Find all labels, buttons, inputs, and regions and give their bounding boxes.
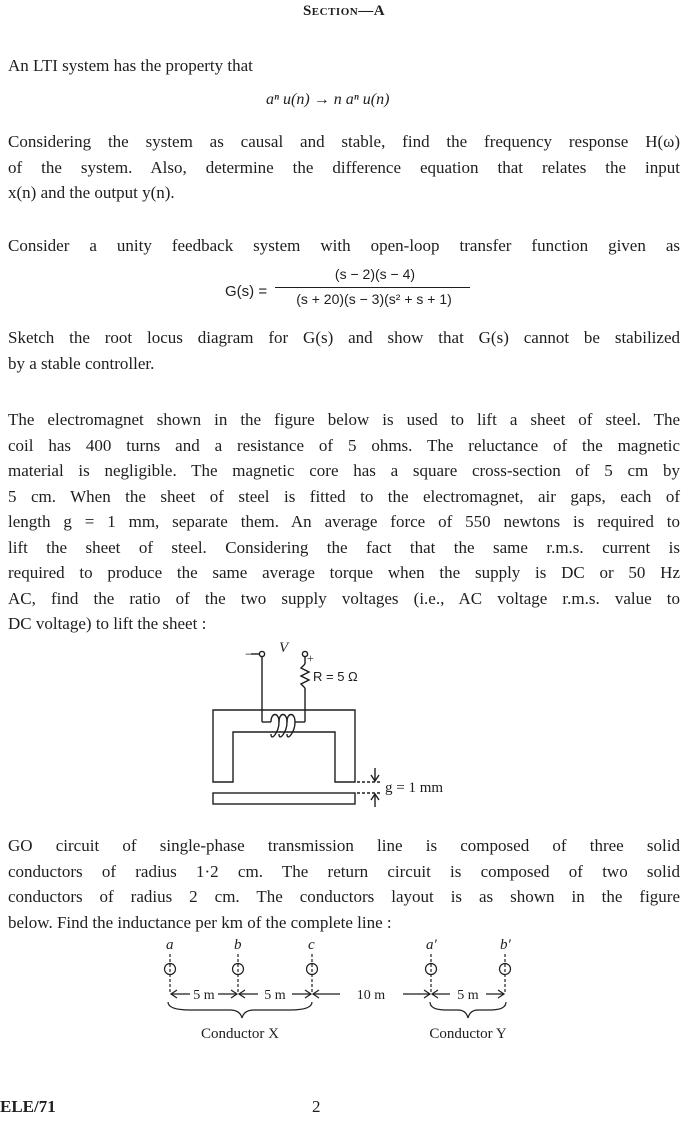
spacing-a-prime-b-prime: 5 m bbox=[457, 988, 479, 1003]
brace-conductor-x bbox=[168, 1002, 312, 1018]
footer-code: ELE/71 bbox=[0, 1097, 56, 1116]
q3-line-9: DC voltage) to lift the sheet : bbox=[8, 614, 207, 633]
gap-label: g = 1 mm bbox=[385, 780, 444, 796]
coil-loop-3 bbox=[287, 715, 295, 737]
section-heading: Section—A bbox=[302, 3, 386, 19]
label-c: c bbox=[308, 937, 315, 953]
dimension-arrows bbox=[171, 990, 504, 998]
spacing-bc: 5 m bbox=[264, 988, 286, 1003]
q1-line-1: Considering the system as causal and stable, find the frequency response H(ω) bbox=[8, 132, 680, 151]
q2-fraction-bar bbox=[275, 287, 470, 288]
q3-line-3: material is negligible. The magnetic core has a square cross-section of 5 cm by bbox=[8, 461, 680, 480]
voltage-label: V bbox=[279, 640, 289, 656]
resistor-zigzag bbox=[301, 664, 309, 688]
q1-block bbox=[8, 53, 680, 79]
q4-line-3: conductors of radius 2 cm. The conductors layout is as shown in the figure bbox=[8, 887, 680, 906]
q3-line-5: length g = 1 mm, separate them. An average force of 550 newtons is required to bbox=[8, 512, 680, 531]
q1-intro: An LTI system has the property that bbox=[8, 56, 253, 75]
label-b: b bbox=[234, 937, 242, 953]
q3-line-4: 5 cm. When the sheet of steel is fitted to the electromagnet, air gaps, each of bbox=[8, 486, 680, 506]
q2-denominator: (s + 20)(s − 3)(s² + s + 1) bbox=[296, 291, 452, 307]
q1-line-2: of the system. Also, determine the difference equation that relates the input bbox=[8, 157, 680, 177]
q3-line-1: The electromagnet shown in the figure below is used to lift a sheet of steel. The bbox=[8, 410, 680, 429]
brace-conductor-y bbox=[430, 1002, 506, 1018]
q2-block bbox=[8, 233, 680, 259]
steel-sheet bbox=[213, 793, 355, 804]
coil-loop-1 bbox=[271, 715, 279, 737]
group-label-y: Conductor Y bbox=[429, 1026, 507, 1042]
q2-text bbox=[8, 325, 680, 376]
q3-line-2: coil has 400 turns and a resistance of 5 ohms. The reluctance of the magnetic bbox=[8, 435, 680, 455]
q4-line-1: GO circuit of single-phase transmission line is composed of three solid bbox=[8, 836, 680, 855]
label-b-prime: b′ bbox=[500, 937, 511, 953]
coil-loop-2 bbox=[279, 715, 287, 737]
plus-label: + bbox=[307, 651, 314, 665]
label-a: a bbox=[166, 937, 174, 953]
minus-terminal bbox=[259, 651, 264, 656]
group-label-x: Conductor X bbox=[201, 1026, 279, 1042]
q2-line-2: by a stable controller. bbox=[8, 353, 155, 373]
label-a-prime: a′ bbox=[426, 937, 437, 953]
q4-line-4: below. Find the inductance per km of the complete line : bbox=[8, 912, 392, 932]
q1-equation: aⁿ u(n) → n aⁿ u(n) bbox=[266, 91, 390, 108]
electromagnet-figure bbox=[195, 640, 495, 815]
q3-line-8: AC, find the ratio of the two supply voltages (i.e., AC voltage r.m.s. value to bbox=[8, 588, 680, 608]
q2-numerator: (s − 2)(s − 4) bbox=[334, 266, 416, 282]
q3-line-7: required to produce the same average torque when the supply is DC or 50 Hz bbox=[8, 563, 680, 582]
page-number: 2 bbox=[312, 1097, 321, 1116]
spacing-ca-prime: 10 m bbox=[356, 988, 386, 1003]
q1-line-3: x(n) and the output y(n). bbox=[8, 183, 175, 202]
q2-intro: Consider a unity feedback system with open-loop transfer function given as bbox=[8, 236, 680, 255]
q3-line-6: lift the sheet of steel. Considering the fact that the same r.m.s. current is bbox=[8, 537, 680, 557]
spacing-ab: 5 m bbox=[193, 988, 215, 1003]
magnetic-core bbox=[213, 710, 355, 782]
resistor-label: R = 5 Ω bbox=[313, 669, 358, 684]
q2-lhs: G(s) = bbox=[225, 283, 268, 300]
q4-line-2: conductors of radius 1·2 cm. The return circuit is composed of two solid bbox=[8, 861, 680, 881]
q4-text bbox=[8, 833, 680, 935]
q1-text bbox=[8, 129, 680, 206]
q3-text bbox=[8, 407, 680, 637]
minus-label: − bbox=[245, 647, 254, 663]
q2-line-1: Sketch the root locus diagram for G(s) and show that G(s) cannot be stabilized bbox=[8, 328, 680, 347]
conductor-layout-figure bbox=[150, 936, 540, 1051]
